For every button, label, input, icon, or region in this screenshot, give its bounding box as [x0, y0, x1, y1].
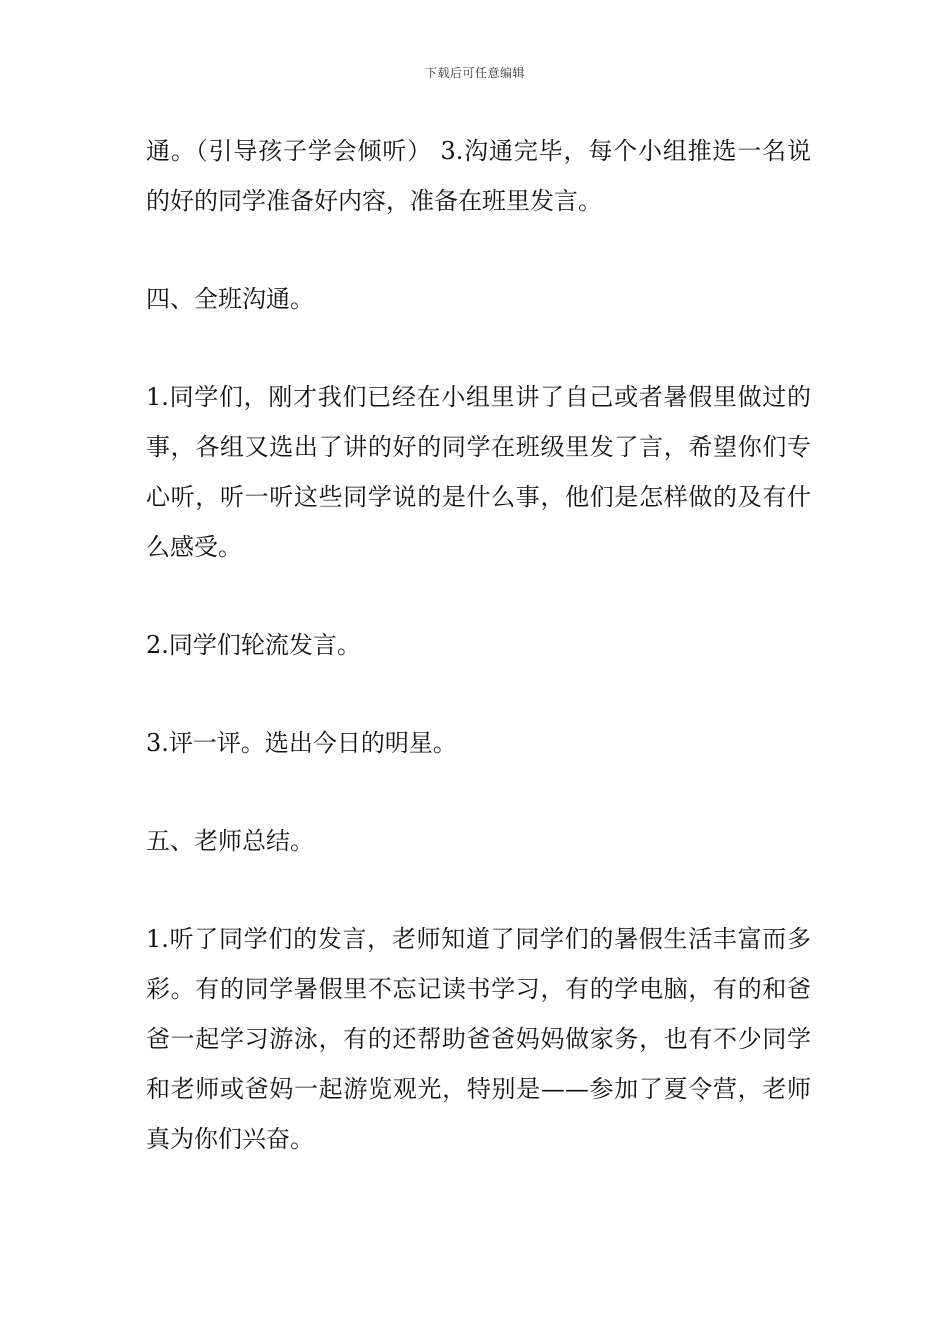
section-heading-class-communication: 四、全班沟通。 — [146, 285, 314, 313]
section-heading-teacher-summary: 五、老师总结。 — [146, 827, 314, 855]
paragraph-evaluate: 3.评一评。选出今日的明星。 — [146, 729, 457, 757]
page-header: 下载后可任意编辑 — [424, 66, 525, 80]
paragraph-summary: 1.听了同学们的发言，老师知道了同学们的暑假生活丰富而多彩。有的同学暑假里不忘记读书学习，有的学电脑，有的和爸爸一起学习游泳，有的还帮助爸爸妈妈做家务，也有不少同学和老师或爸妈一起游览观光，特别是——参加了夏令营，老师真为你们兴奋。 — [146, 925, 811, 1153]
paragraph-group-speaking: 通。（引导孩子学会倾听） 3.沟通完毕，每个小组推选一名说的好的同学准备好内容，准备在班里发言。 — [146, 137, 811, 215]
paragraph-listen-instruction: 1.同学们，刚才我们已经在小组里讲了自己或者暑假里做过的事，各组又选出了讲的好的同学在班级里发了言，希望你们专心听，听一听这些同学说的是什么事，他们是怎样做的及有什么感受。 — [146, 383, 811, 561]
paragraph-take-turns: 2.同学们轮流发言。 — [146, 631, 361, 659]
document-body — [146, 126, 811, 1164]
